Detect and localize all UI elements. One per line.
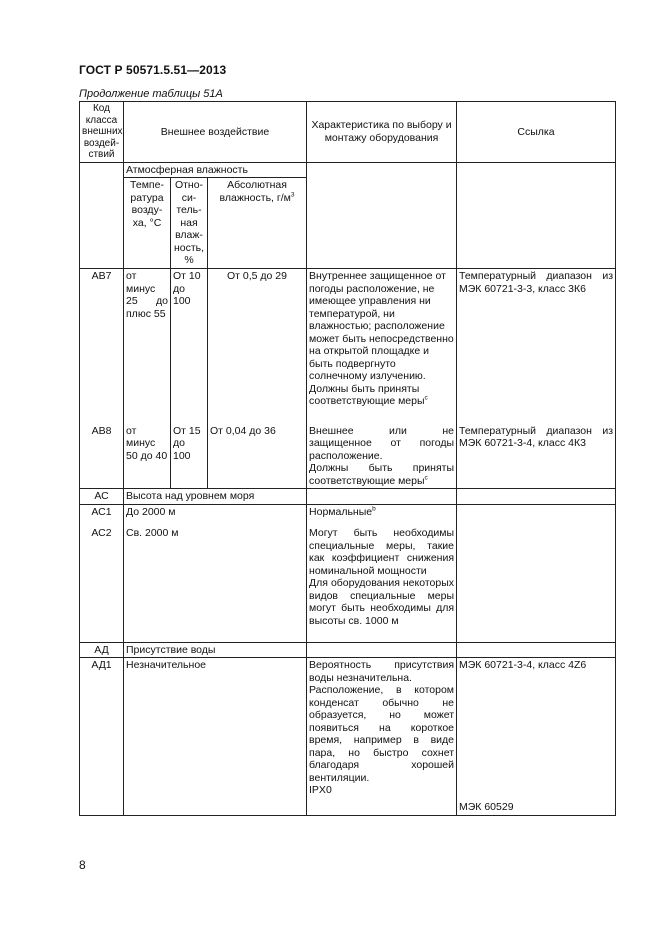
water-section-title: Присутствие воды [124,642,307,658]
altitude-section-title: Высота над уровнем моря [124,489,307,505]
header-reference: Ссылка [457,102,616,163]
cell-empty [457,642,616,658]
cell-empty [307,162,457,178]
atm-section-title: Атмосферная влажность [124,162,307,178]
ab7-reference: Температурный диапазон из МЭК 60721-3-3, класс 3К6 [457,269,616,424]
header-impact: Внешнее воздействие [124,102,307,163]
atm-subheader-row [80,178,616,269]
cell-empty [80,178,124,269]
ab8-characteristic: Внешнее или не защищенное от погоды расположение. Должны быть приняты соответствующие меры$^с$ [307,424,457,489]
row-ac2 [80,526,616,642]
ac2-characteristic: Могут быть необходимы специальные меры, такие как коэффициент снижения номинальной мощности Для оборудования некоторых видов специальные меры могут быть необходимы для высоты св. 1000 м [307,526,457,642]
header-code: Код класса внешних воздей- ствий [80,102,124,163]
code-ad1: АД1 [80,658,124,816]
cell-empty [457,504,616,526]
ab8-temperature: от минус 50 до 40 [124,424,171,489]
ad1-characteristic: Вероятность присутствия воды незначительна. Расположение, в котором конденсат обычно не образуется, но может появиться на короткое время, например в виде пара, но быстро сохнет благодаря хорошей вентиляции. IPX0 [307,658,457,816]
ab7-absolute-humidity: От 0,5 до 29 [208,269,307,424]
cell-empty [457,489,616,505]
document-title: ГОСТ Р 50571.5.51—2013 [79,63,227,77]
atm-section-row [80,162,616,178]
ac1-characteristic: Нормальные$^b$ [307,504,457,526]
row-ab8 [80,424,616,489]
cell-empty [307,178,457,269]
ac1-impact: До 2000 м [124,504,307,526]
ad1-impact: Незначительное [124,658,307,816]
code-ad: АД [80,642,124,658]
table-header-row [80,102,616,163]
ac2-impact: Св. 2000 м [124,526,307,642]
ab7-characteristic: Внутреннее защищенное от погоды расположение, не имеющее управления ни температурой, ни влажностью; расположение может быть непосредственно на открытой площадке и быть подвергнуто солнечному излучению. Должны быть приняты соответствующие меры$^с$ [307,269,457,424]
ad1-reference: МЭК 60721-3-4, класс 4Z6 МЭК 60529 [457,658,616,816]
code-ab8: АВ8 [80,424,124,489]
code-ac2: АС2 [80,526,124,642]
cell-empty [457,162,616,178]
table-caption: Продолжение таблицы 51А [79,88,223,100]
ab8-reference: Температурный диапазон из МЭК 60721-3-4, класс 4К3 [457,424,616,489]
ab7-relative-humidity: От 10 до 100 [171,269,208,424]
page-number: 8 [79,858,86,872]
cell-empty [80,162,124,178]
subheader-absolute-humidity: Абсолютная влажность, $г/м^3$ [208,178,307,269]
subheader-temperature: Темпе- ратура возду- ха, °С [124,178,171,269]
row-ac1 [80,504,616,526]
cell-empty [457,526,616,642]
code-ac: АС [80,489,124,505]
cell-empty [307,489,457,505]
cell-empty [307,642,457,658]
row-ad1 [80,658,616,816]
classification-table [79,101,616,816]
cell-empty [457,178,616,269]
code-ab7: АВ7 [80,269,124,424]
altitude-section-row [80,489,616,505]
ab8-relative-humidity: От 15 до 100 [171,424,208,489]
row-ab7 [80,269,616,424]
code-ac1: АС1 [80,504,124,526]
ab8-absolute-humidity: От 0,04 до 36 [208,424,307,489]
ab7-temperature: от минус 25 до плюс 55 [124,269,171,424]
header-characteristic: Характеристика по выбору и монтажу оборудования [307,102,457,163]
water-section-row [80,642,616,658]
subheader-relative-humidity: Отно- си- тель- ная влаж- ность, % [171,178,208,269]
